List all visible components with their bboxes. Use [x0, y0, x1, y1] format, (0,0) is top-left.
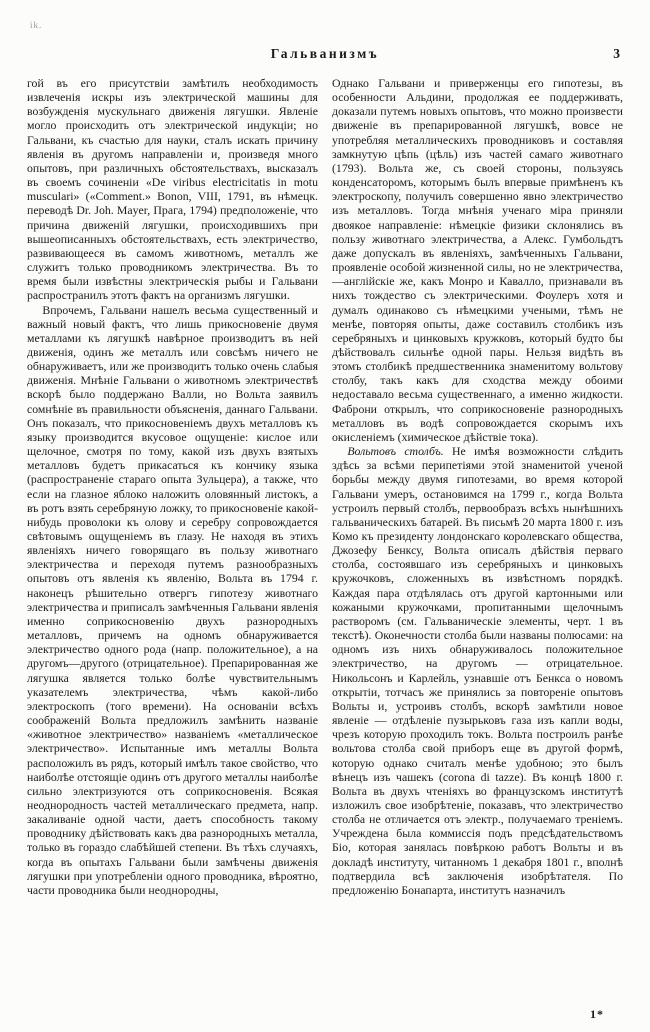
page-footer	[590, 1007, 604, 1022]
text-columns	[27, 76, 623, 1008]
paragraph	[27, 303, 318, 898]
right-column	[332, 76, 623, 1008]
paragraph-text: гой въ его присутствіи замѣтилъ необходимость извлеченія искры изъ электрической машины для возбужденія мускульнаго движенія лягушки. Явленіе могло происходить отъ электрической индукціи; но Гальвани, къ счастью для науки, сталъ искать причину явленія въ другомъ направленіи и, произведя много опытовъ, при различныхъ обстоятельствахъ, высказалъ въ своемъ сочиненіи «De viribus electricitatis in motu musculari» («Comment.» Bonon, VIII, 1791, въ нѣмецк. переводѣ Dr. Joh. Mayer, Прага, 1794) предположеніе, что причина движеній лягушки, происходившихъ при вышеописанныхъ обстоятельствахъ, есть электричество, развивающееся въ самомъ животномъ, металлъ же служитъ только проводникомъ электричества. Въ то время были извѣстны электрическія рыбы и Гальвани распространилъ этотъ фактъ на организмъ лягушки.	[27, 76, 318, 303]
paragraph-lead-italic: Вольтовъ столбъ.	[347, 444, 444, 459]
paragraph-text: Не имѣя возможности слѣдить здѣсь за всѣми перипетіями этой знаменитой ученой борьбы между двумя гипотезами, во время которой Гальвани умеръ, остановимся на 1799 г., когда Вольта устроилъ первый столбъ, первообразъ всѣхъ нынѣшнихъ гальваническихъ батарей. Въ письмѣ 20 марта 1800 г. изъ Комо къ президенту лондонскаго королевскаго общества, Джозефу Бенксу, Вольта описалъ дѣйствія перваго столба, состоявшаго изъ серебряныхъ и цинковыхъ кружочковъ, сложенныхъ въ извѣстномъ порядкѣ. Каждая пара отдѣлялась отъ другой картонными или кожаными кружочками, пропитанными щелочнымъ растворомъ (см. Гальваническіе элементы, черт. 1 въ текстѣ). Оконечности столба были названы полюсами: на одномъ изъ нихъ обнаруживалось положительное электричество, на другомъ — отрицательное. Никольсонъ и Карлейль, узнавшіе отъ Бенкса о новомъ открытіи, тотчасъ же принялись за повтореніе опытовъ Вольты и, устроивъ столбъ, вскорѣ замѣтили новое явленіе — отдѣленіе пузырьковъ газа изъ капли воды, чрезъ которую проходилъ токъ. Вольта построилъ ранѣе вольтова столба свой приборъ еще въ другой формѣ, которую однако считалъ менѣе удобною; это былъ вѣнецъ изъ чашекъ (corona di tazze). Въ концѣ 1800 г. Вольта въ двухъ чтеніяхъ во французскомъ институтѣ изложилъ свое изобрѣтеніе, показавъ, что электричество столба не отличается отъ электр., получаемаго треніемъ. Учреждена была коммиссія подъ предсѣдательствомъ Біо, которая занялась повѣркою работъ Вольты и въ докладѣ институту, читанномъ 1 декабря 1801 г., вполнѣ подтвердила всѣ заключенія изобрѣтателя. По предложенію Бонапарта, институтъ назначилъ	[332, 444, 623, 897]
paragraph-text: Однако Гальвани и приверженцы его гипотезы, въ особенности Альдини, продолжая ее поддерживать, доказали путемъ новыхъ опытовъ, что можно произвести движеніе въ препарированной лягушкѣ, вовсе не употребляя металлическихъ проводниковъ и составляя замкнутую цѣпь (цѣль) изъ частей самаго животнаго (1793). Вольта же, съ своей стороны, пользуясь конденсаторомъ, которымъ былъ впервые примѣненъ къ электроскопу, получилъ совершенно явно электричество изъ металловъ. Тогда мнѣнія ученаго міра приняли двоякое направленіе: нѣмецкіе физики склонялись въ пользу животнаго электричества, а Алекс. Гумбольдтъ даже допускалъ въ явленіяхъ, замѣченныхъ Гальвани, проявленіе особой жизненной силы, но не электричества,—англійскіе же, какъ Монро и Кавалло, признавали въ нихъ тождество съ электрическими. Фоулеръ хотя и думалъ одинаково съ нѣмецкими учеными, тѣмъ не менѣе, повторяя опыты, даже составилъ столбикъ изъ серебряныхъ и цинковыхъ кружковъ, который будто бы дѣйствовалъ сильнѣе одной пары. Нельзя видѣть въ этомъ столбикѣ предшественника знаменитому вольтову столбу, такъ какъ для сходства между обоими недоставало весьма существеннаго, а именно жидкости. Фаброни открылъ, что соприкосновеніе разнородныхъ металловъ въ водѣ сопровождается скорымъ ихъ окисленіемъ (химическое дѣйствіе тока).	[332, 76, 623, 444]
paragraph-text: Впрочемъ, Гальвани нашелъ весьма существенный и важный новый фактъ, что лишь прикосновеніе двумя металлами къ лягушкѣ навѣрное производитъ въ ней движенія, одинъ же металлъ или совсѣмъ ничего не обнаруживаетъ, или же производитъ только очень слабыя движенія. Мнѣніе Гальвани о животномъ электричествѣ вскорѣ было поддержано Валли, но Вольта заявилъ сомнѣніе въ правильности объясненія, даннаго Гальвани. Онъ показалъ, что прикосновеніемъ двухъ металловъ къ языку производится вкусовое ощущеніе: кислое или щелочное, смотря по тому, какой изъ двухъ взятыхъ металловъ будетъ прикасаться къ кончику языка (распространеніе стараго опыта Зульцера), а также, что если на глазное яблоко наложить оловянный листокъ, а въ ротъ взять серебряную ложку, то прикосновеніе какой-нибудь проволоки къ олову и серебру сопровождается свѣтовымъ ощущеніемъ въ глазу. Не находя въ этихъ явленіяхъ ничего говорящаго въ пользу животнаго электричества и переходя путемъ разнообразныхъ опытовъ отъ явленія къ явленію, Вольта въ 1794 г. наконецъ рѣшительно отвергъ гипотезу животнаго электричества и приписалъ замѣченныя Гальвани явленія именно соприкосновенію двухъ разнородныхъ металловъ, причемъ на одномъ обнаруживается электричество одного рода (напр. положительное), а на другомъ—другого (отрицательное). Препарированная же лягушка является только болѣе чувствительнымъ указателемъ электричества, чѣмъ какой-либо электроскопъ (того времени). На основаніи всѣхъ соображеній Вольта предложилъ замѣнить названіе «животное электричество» названіемъ «металлическое электричество». Испытанные имъ металлы Вольта расположилъ въ рядъ, который имѣлъ такое свойство, что наиболѣе отстоящіе одинъ отъ другого металлы наиболѣе сильно электризуются отъ соприкосновенія. Всякая неоднородность частей металлическаго предмета, напр. закаливаніе одной части, даетъ способность такому проводнику дѣйствовать какъ два разнородныхъ металла, только въ гораздо слабѣйшей степени. Въ тѣхъ случаяхъ, когда въ опытахъ Гальвани были замѣчены движенія лягушки при употребленіи одного проводника, вѣроятно, части проводника были неоднородны,	[27, 302, 318, 897]
paragraph	[27, 76, 318, 303]
running-title: Гальванизмъ	[270, 46, 380, 61]
paragraph	[332, 444, 623, 897]
print-artifact-mark: ik.	[30, 20, 43, 30]
paragraph	[332, 76, 623, 444]
page-header	[28, 46, 622, 64]
signature-mark: 1*	[590, 1007, 604, 1021]
left-column	[27, 76, 318, 1008]
page-number: 3	[613, 46, 620, 61]
